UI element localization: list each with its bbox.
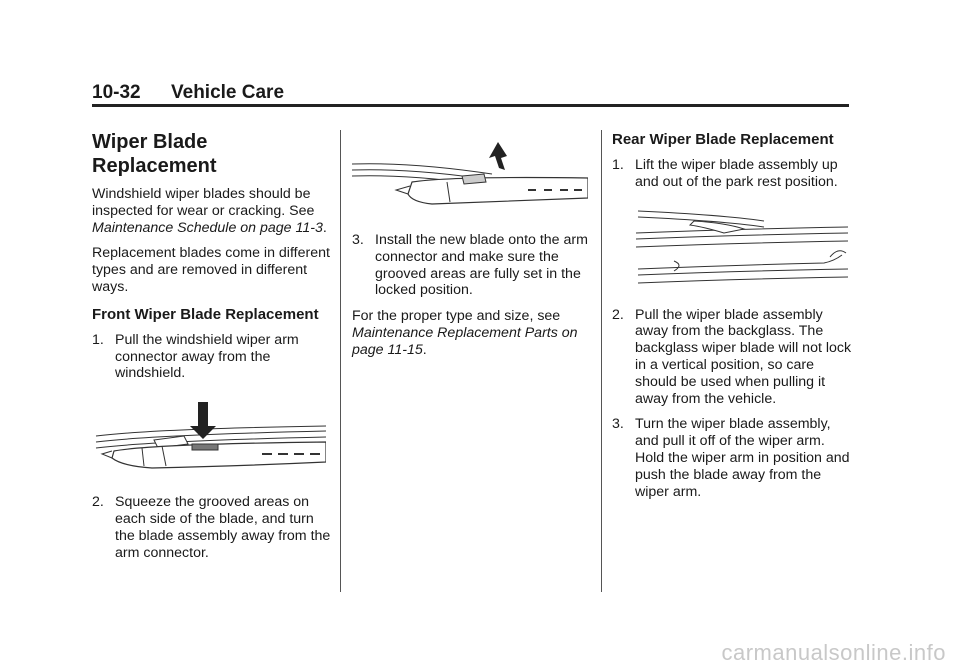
- section-title: Vehicle Care: [171, 82, 285, 103]
- column-divider-1: [340, 130, 341, 592]
- rear-step-1: 1. Lift the wiper blade assembly up and out of the park rest position.: [612, 157, 838, 190]
- rear-wiper-heading: Rear Wiper Blade Replacement: [612, 131, 834, 148]
- front-step-1: 1. Pull the windshield wiper arm connector away from the windshield.: [92, 331, 299, 382]
- header-rule: [92, 104, 849, 107]
- arrow-up-icon: [489, 142, 507, 170]
- column-2: [352, 138, 592, 368]
- column-divider-2: [601, 130, 602, 592]
- front-step-3: 3. Install the new blade onto the arm connector and make sure the grooved areas are fully set in the locked position.: [352, 232, 588, 299]
- rear-step-2: 2. Pull the wiper blade assembly away from the backglass. The backglass wiper blade will not lock in a vertical position, so care should be used when pulling it away from the vehicle.: [612, 306, 852, 407]
- blade-removal-illustration: [352, 138, 588, 222]
- front-step-2: 2. Squeeze the grooved areas on each side of the blade, and turn the blade assembly away from the arm connector.: [92, 494, 331, 561]
- page-header: [92, 82, 848, 104]
- proper-type-paragraph: For the proper type and size, see Maintenance Replacement Parts on page 11-15.: [352, 308, 578, 358]
- wiper-connector-illustration: [92, 396, 326, 484]
- column-3: [612, 130, 852, 509]
- replacement-paragraph: Replacement blades come in different types and are removed in different ways.: [92, 245, 330, 295]
- column-1: [92, 130, 332, 570]
- maintenance-schedule-link[interactable]: Maintenance Schedule on page 11-3: [92, 219, 323, 236]
- page-title: Wiper Blade Replacement: [92, 131, 217, 177]
- watermark: carmanualsonline.info: [721, 640, 946, 665]
- front-wiper-heading: Front Wiper Blade Replacement: [92, 305, 319, 323]
- replacement-parts-link[interactable]: Maintenance Replacement Parts on page 11-15: [352, 324, 578, 358]
- page-number: 10-32: [92, 82, 141, 103]
- rear-step-3: 3. Turn the wiper blade assembly, and pull it off of the wiper arm. Hold the wiper arm in position and push the blade away from the wiper arm.: [612, 416, 850, 500]
- arrow-down-icon: [190, 402, 216, 439]
- rear-wiper-illustration: [634, 205, 848, 297]
- intro-paragraph: Windshield wiper blades should be inspected for wear or cracking. See Maintenance Schedule on page 11-3.: [92, 186, 327, 236]
